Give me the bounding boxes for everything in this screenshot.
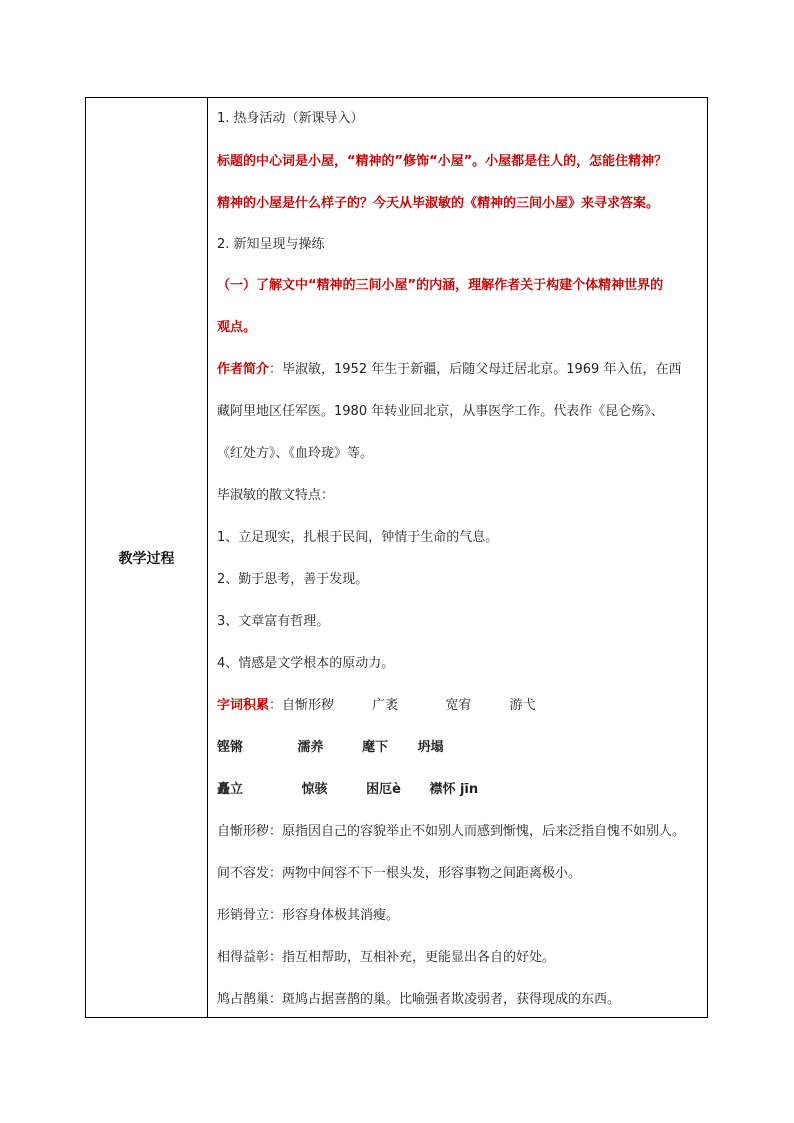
vocab-word: 坍塌 (417, 740, 444, 755)
vocab-row-3 (217, 782, 478, 798)
vocab-word: 广袤 (372, 698, 399, 713)
section-label-cell (86, 98, 208, 1017)
vocab-row-2 (217, 740, 444, 756)
author-intro-line-2: 藏阿里地区任军医。1980 年转业回北京，从事医学工作。代表作《昆仑殇》、 (217, 404, 664, 419)
vocab-label: 字词积累 (217, 698, 270, 713)
vocab-word: 襟怀 jīn (429, 782, 479, 797)
warmup-heading: 1. 热身活动（新课导入） (217, 111, 364, 126)
intro-line-2: 精神的小屋是什么样子的？今天从毕淑敏的《精神的三间小屋》来寻求答案。 (217, 196, 660, 211)
definition-2: 间不容发：两物中间容不下一根头发，形容事物之间距离极小。 (217, 866, 582, 881)
vocab-word: 游弋 (509, 698, 536, 713)
vocab-word: 矗立 (217, 782, 244, 797)
feature-2: 2、勤于思考，善于发现。 (217, 572, 369, 587)
section-label: 教学过程 (118, 550, 175, 567)
definition-1: 自惭形秽：原指因自己的容貌举止不如别人而感到惭愧，后来泛指自愧不如别人。 (217, 824, 686, 839)
content-cell (208, 98, 707, 1017)
feature-3: 3、文章富有哲理。 (217, 614, 330, 629)
feature-4: 4、情感是文学根本的原动力。 (217, 656, 395, 671)
prose-features-heading: 毕淑敏的散文特点： (217, 488, 335, 503)
vocab-row-1: 字词积累：自惭形秽 广袤 宽宥 游弋 (217, 698, 536, 713)
new-knowledge-heading: 2. 新知呈现与操练 (217, 237, 325, 252)
author-intro-line-1: 作者简介：毕淑敏，1952 年生于新疆，后随父母迁居北京。1969 年入伍，在西 (217, 362, 682, 377)
feature-1: 1、立足现实，扎根于民间，钟情于生命的气息。 (217, 530, 499, 545)
definition-4: 相得益彰：指互相帮助，互相补充，更能显出各自的好处。 (217, 950, 556, 965)
vocab-word: 濡养 (297, 740, 324, 755)
vocab-word: 铿锵 (217, 740, 244, 755)
author-intro-line-3: 《红处方》、《血玲珑》等。 (217, 446, 374, 461)
author-intro-label: 作者简介 (217, 362, 270, 377)
vocab-word: 惊骇 (301, 782, 328, 797)
intro-line-1: 标题的中心词是小屋，“精神的”修饰“小屋”。小屋都是住人的，怎能住精神？ (217, 154, 668, 169)
definition-3: 形销骨立：形容身体极其消瘦。 (217, 908, 400, 923)
vocab-word: 麾下 (362, 740, 389, 755)
lesson-table (85, 97, 708, 1018)
definition-5: 鸠占鹊巢：斑鸠占据喜鹊的巢。比喻强者欺凌弱者，获得现成的东西。 (217, 992, 621, 1007)
objective-line-1: （一）了解文中“精神的三间小屋”的内涵，理解作者关于构建个体精神世界的 (217, 278, 664, 293)
objective-line-2: 观点。 (217, 320, 257, 335)
vocab-word: 困厄è (366, 782, 401, 797)
vocab-word: 宽宥 (445, 698, 472, 713)
